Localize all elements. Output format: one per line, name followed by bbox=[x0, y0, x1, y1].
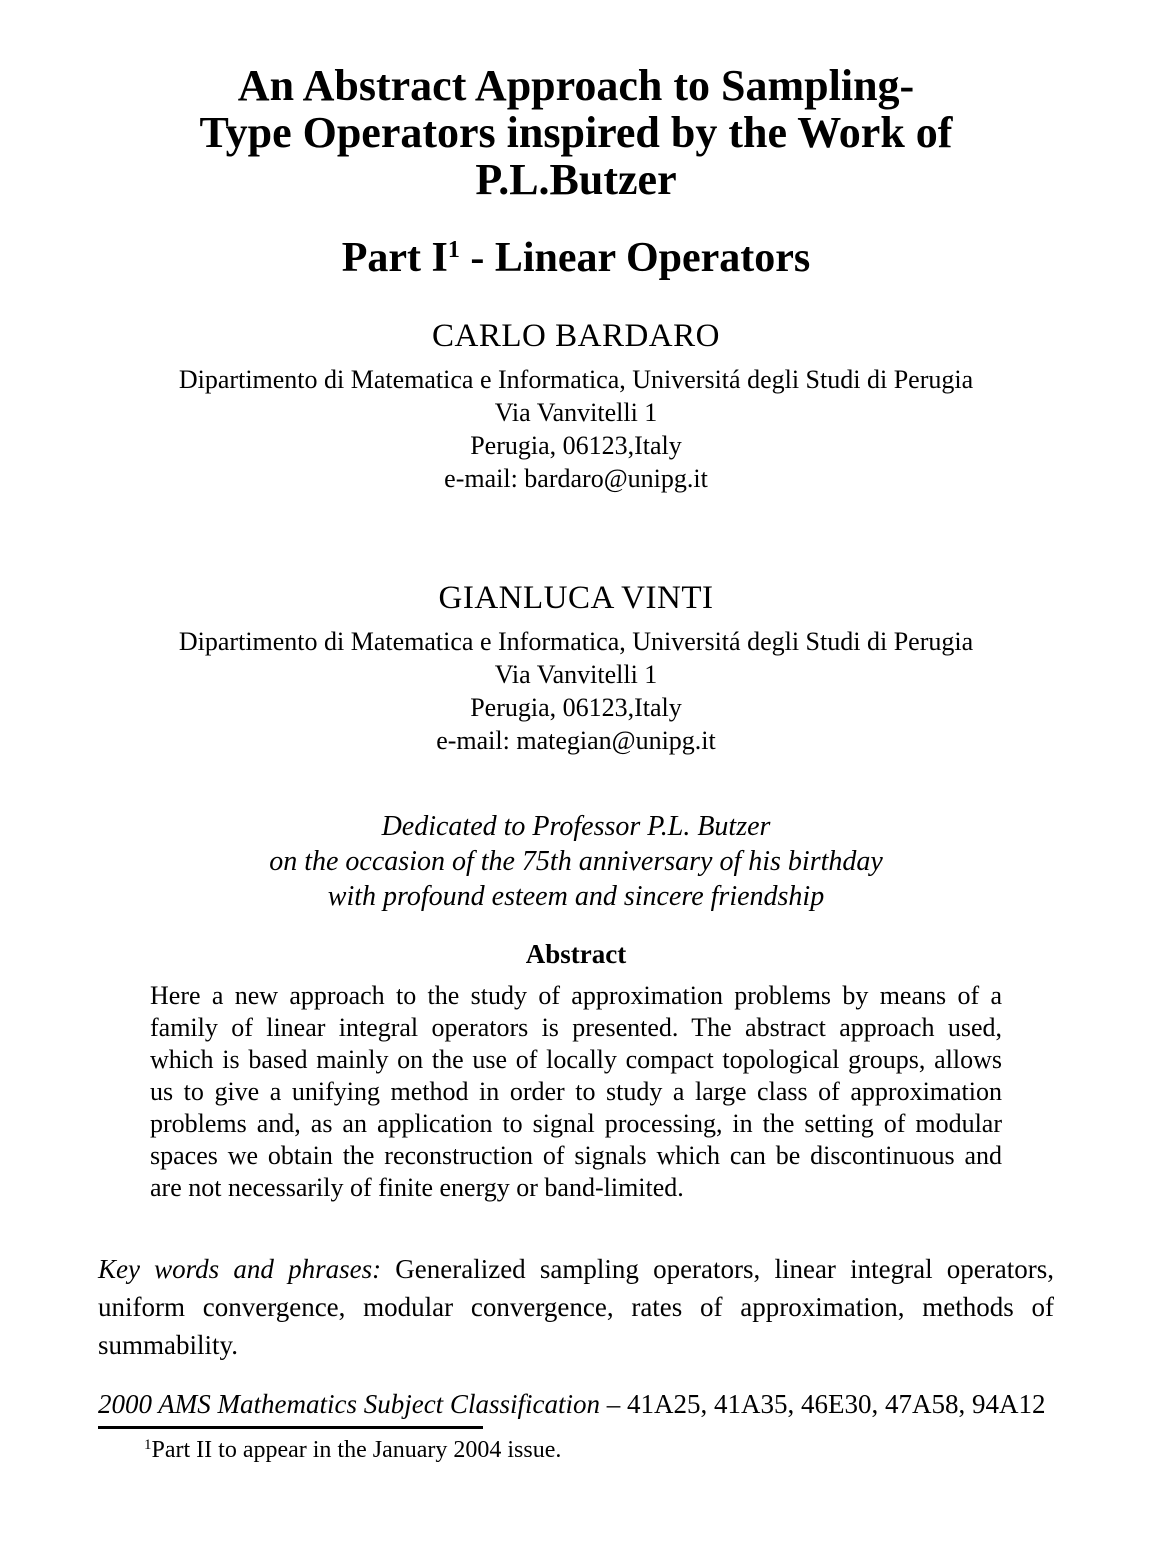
author-street: Via Vanvitelli 1 bbox=[494, 398, 658, 427]
footnote-rule bbox=[98, 1426, 483, 1429]
subtitle-part: Part I bbox=[341, 235, 448, 281]
author-block-1 bbox=[98, 317, 1054, 495]
paper-title bbox=[98, 62, 1054, 203]
footnote-area bbox=[98, 1426, 1054, 1465]
footnote-text: Part II to appear in the January 2004 issue. bbox=[151, 1437, 562, 1463]
author-name: CARLO BARDARO bbox=[432, 318, 720, 354]
title-line-2: Type Operators inspired by the Work of bbox=[199, 108, 953, 157]
author-email: e-mail: mategian@unipg.it bbox=[436, 726, 716, 755]
author-department: Dipartimento di Matematica e Informatica, Universitá degli Studi di Perugia bbox=[178, 365, 974, 394]
subtitle-rest: - Linear Operators bbox=[459, 235, 811, 281]
classification-label: 2000 AMS Mathematics Subject Classification bbox=[98, 1389, 600, 1419]
abstract-heading: Abstract bbox=[525, 939, 627, 969]
author-street: Via Vanvitelli 1 bbox=[494, 660, 658, 689]
dedication-line-1: Dedicated to Professor P.L. Butzer bbox=[381, 811, 771, 842]
footnote-mark: 1 bbox=[144, 1437, 152, 1453]
author-block-2 bbox=[98, 579, 1054, 757]
keywords-paragraph bbox=[98, 1250, 1054, 1364]
author-city: Perugia, 06123,Italy bbox=[470, 693, 682, 722]
dedication-line-3: with profound esteem and sincere friendship bbox=[327, 881, 825, 912]
classification-text: – 41A25, 41A35, 46E30, 47A58, 94A12 bbox=[599, 1389, 1046, 1419]
author-department: Dipartimento di Matematica e Informatica, Universitá degli Studi di Perugia bbox=[178, 627, 974, 656]
abstract-section bbox=[98, 940, 1054, 1204]
author-city: Perugia, 06123,Italy bbox=[470, 431, 682, 460]
keywords-label: Key words and phrases: bbox=[98, 1254, 382, 1284]
keywords-text: Generalized sampling operators, linear integral operators, uniform convergence, modular convergence, rates of approximation, methods of summability. bbox=[98, 1254, 1054, 1360]
abstract-body: Here a new approach to the study of approximation problems by means of a family of linear integral operators is presented. The abstract approach used, which is based mainly on the use of locally compact topological groups, allows us to give a unifying method in order to study a large class of approximation problems and, as an application to signal processing, in the setting of modular spaces we obtain the reconstruction of signals which can be discontinuous and are not necessarily of finite energy or band-limited. bbox=[150, 981, 1002, 1202]
subtitle-footnote-mark: 1 bbox=[447, 237, 460, 263]
author-name: GIANLUCA VINTI bbox=[438, 580, 714, 616]
footnote bbox=[98, 1435, 1054, 1465]
title-line-1: An Abstract Approach to Sampling- bbox=[237, 61, 915, 110]
classification-paragraph bbox=[98, 1386, 1054, 1422]
title-line-3: P.L.Butzer bbox=[475, 155, 677, 204]
paper-subtitle bbox=[98, 235, 1054, 281]
dedication bbox=[98, 809, 1054, 914]
author-email: e-mail: bardaro@unipg.it bbox=[444, 464, 708, 493]
dedication-line-2: on the occasion of the 75th anniversary of his birthday bbox=[269, 846, 883, 877]
